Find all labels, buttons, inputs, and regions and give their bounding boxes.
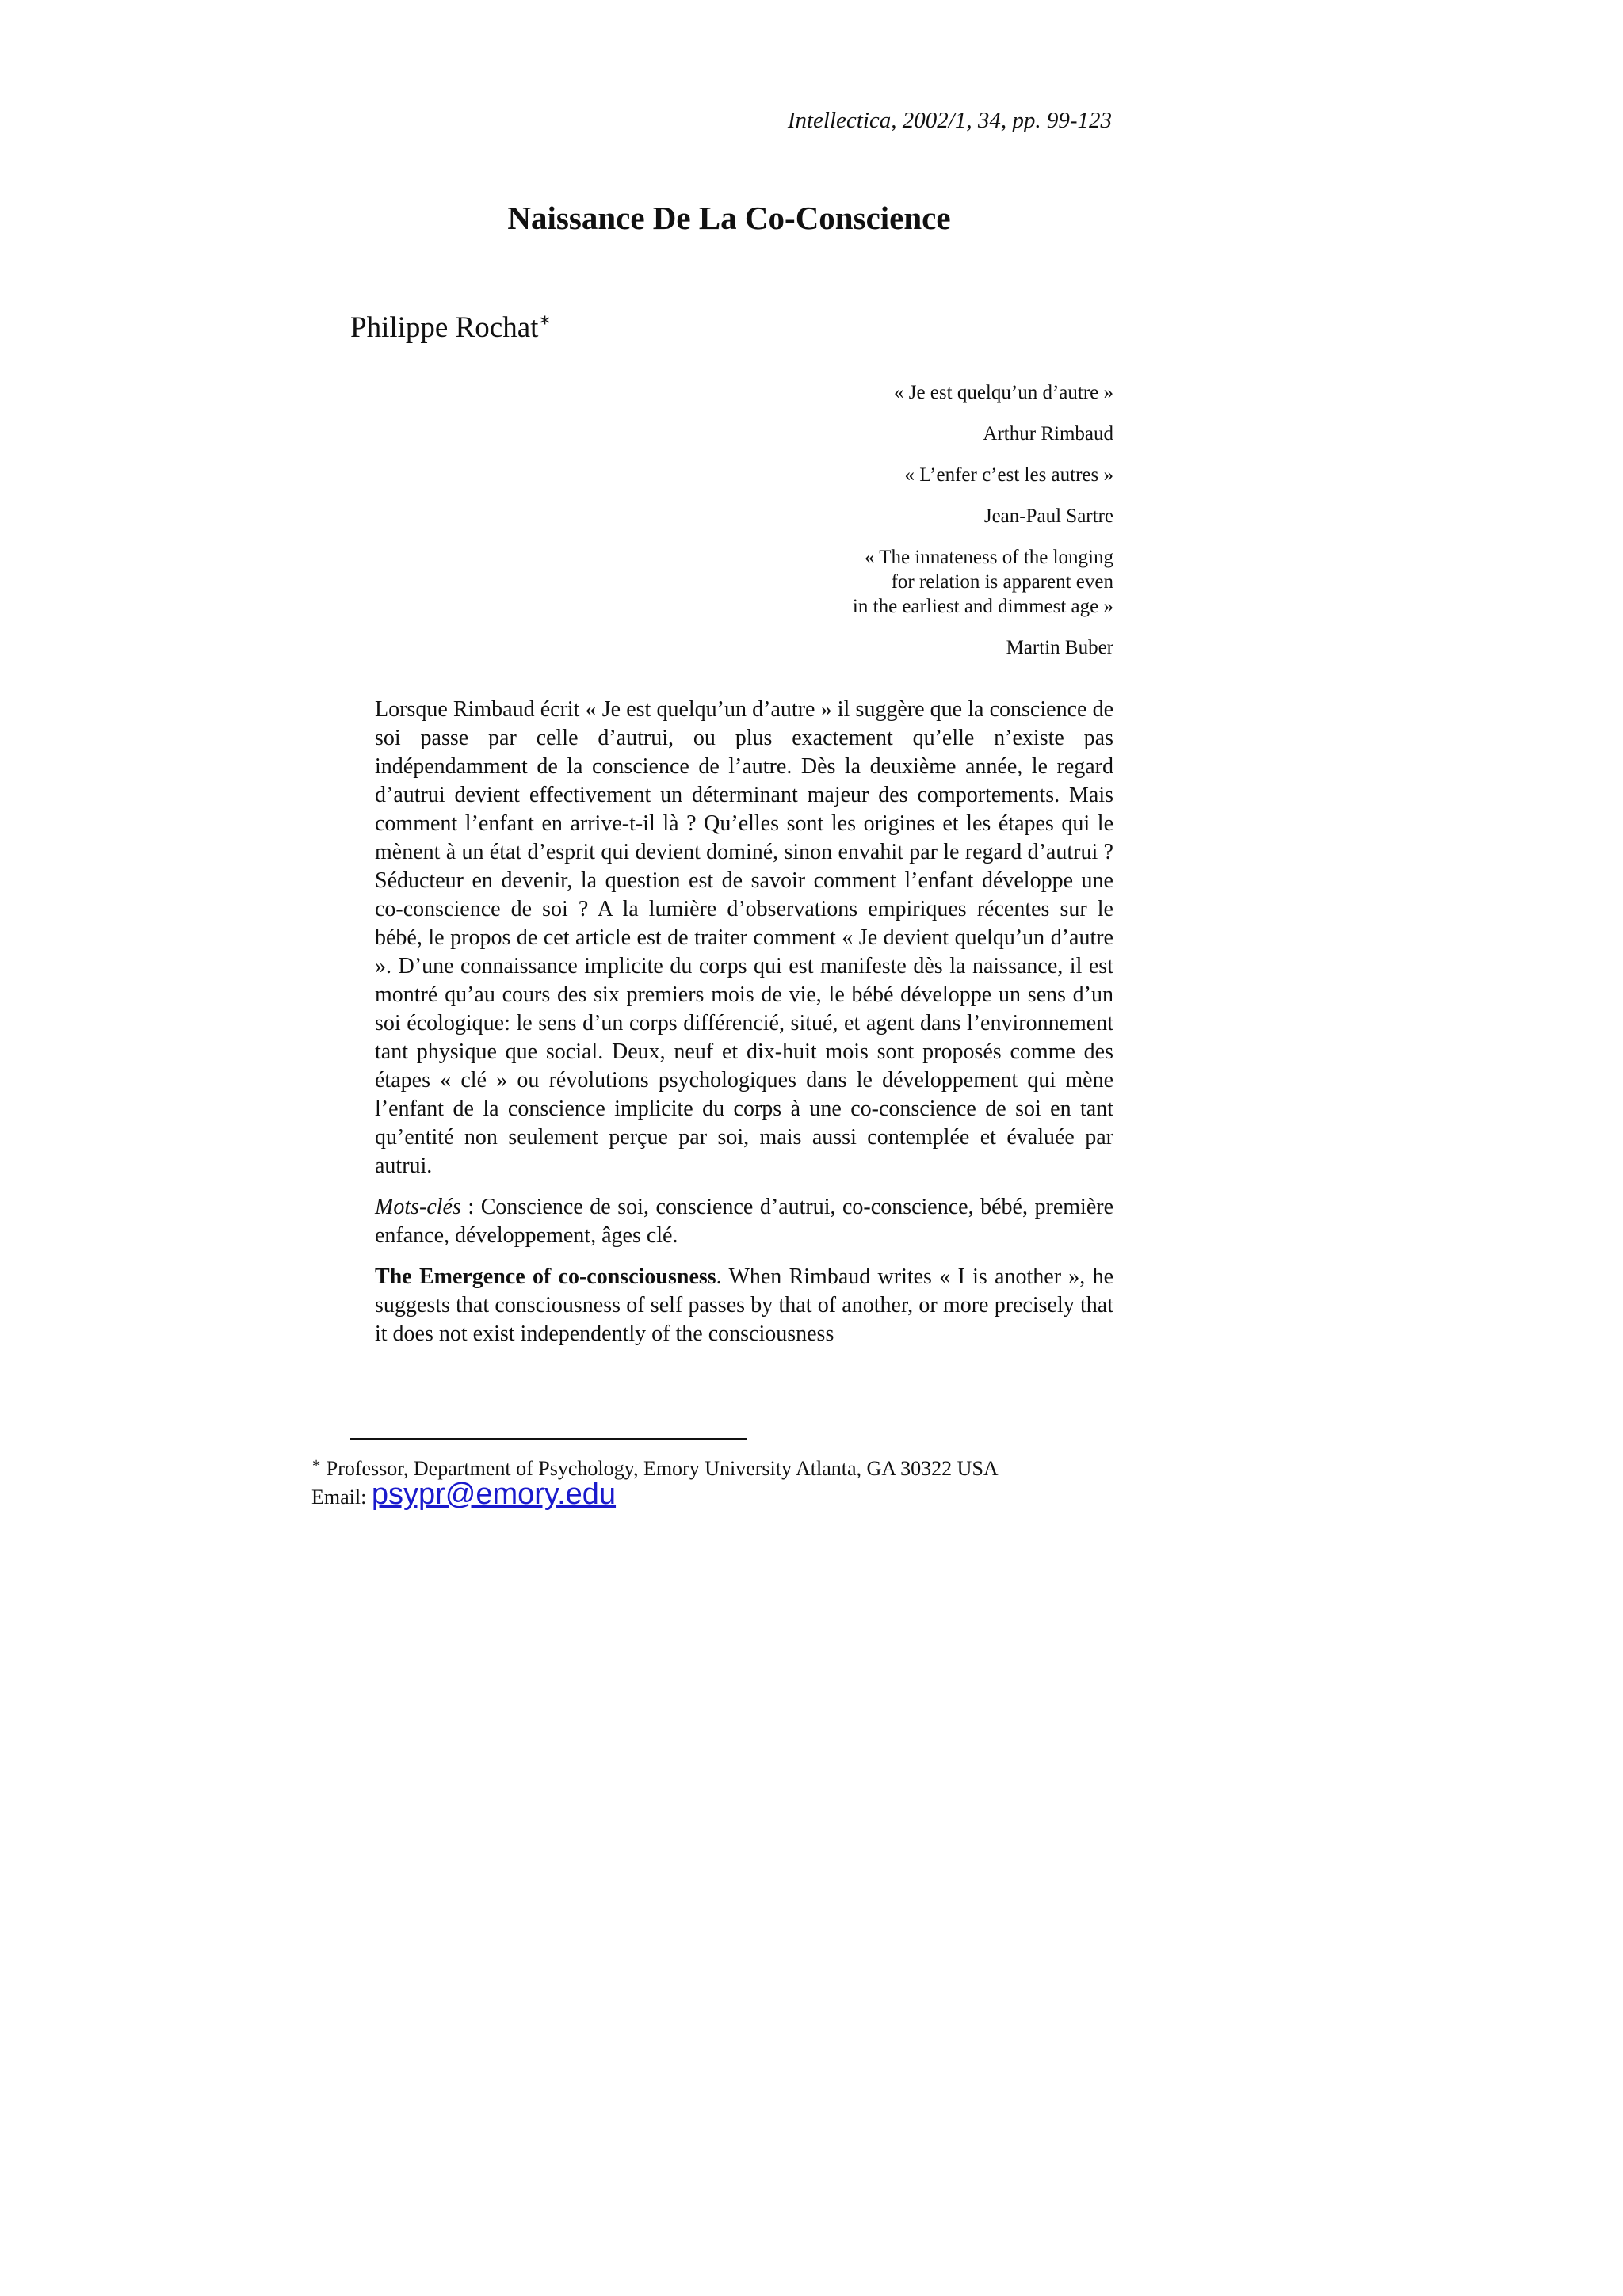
epigraph: [559, 380, 1113, 446]
footnote-email: [311, 1478, 999, 1511]
epigraph: [559, 545, 1113, 660]
email-link[interactable]: psypr@emory.edu: [371, 1478, 617, 1511]
affiliation-text: Professor, Department of Psychology, Emory University Atlanta, GA 30322 USA: [321, 1457, 999, 1480]
keywords-label: Mots-clés: [375, 1195, 461, 1219]
epigraph-author: Arthur Rimbaud: [983, 423, 1113, 444]
epigraph-quote-line: « The innateness of the longing: [864, 547, 1113, 568]
author-footnote-mark: ∗: [538, 310, 552, 331]
abstract-french: Lorsque Rimbaud écrit « Je est quelqu’un d’autre » il suggère que la conscience de soi passe par celle d’autrui, ou plus exactement qu’elle n’existe pas indépendamment de la conscience de l’autre. Dès la deuxième année, le regard d’autrui devient effectivement un déterminant majeur des comportements. Mais comment l’enfant en arrive-t-il là ? Qu’elles sont les origines et les étapes qui le mènent à un état d’esprit qui devient dominé, sinon envahit par le regard d’autrui ? Séducteur en devenir, la question est de savoir comment l’enfant développe une co-conscience de soi ? A la lumière d’observations empiriques récentes sur le bébé, le propos de cet article est de traiter comment « Je devient quelqu’un d’autre ». D’une connaissance implicite du corps qui est manifeste dès la naissance, il est montré qu’au cours des six premiers mois de vie, le bébé développe un sens d’un soi écologique: le sens d’un corps différencié, situé, et agent dans l’environnement tant physique que social. Deux, neuf et dix-huit mois sont proposés comme des étapes « clé » ou révolutions psychologiques dans le développement qui mène l’enfant de la conscience implicite du corps à une co-conscience de soi en tant qu’entité non seulement perçue par soi, mais aussi contemplée et évaluée par autrui.: [375, 697, 1113, 1178]
footnote-divider: [350, 1438, 747, 1440]
keywords: [375, 1193, 1113, 1250]
footnote-mark: ∗: [311, 1455, 322, 1471]
epigraph-quote-line: for relation is apparent even: [891, 571, 1113, 593]
epigraph-author: Martin Buber: [1006, 637, 1113, 658]
epigraph-quote: « L’enfer c’est les autres »: [904, 464, 1113, 486]
footnote: [311, 1456, 999, 1510]
epigraphs: [559, 380, 1113, 677]
abstract-english: [375, 1263, 1113, 1348]
epigraph-quote: « Je est quelqu’un d’autre »: [893, 382, 1113, 403]
email-label: Email:: [311, 1486, 372, 1508]
paper-title: Naissance De La Co-Conscience: [507, 200, 951, 236]
author: [350, 311, 552, 345]
author-name: Philippe Rochat: [350, 311, 539, 344]
epigraph-quote-line: in the earliest and dimmest age »: [852, 596, 1113, 617]
abstract-english-title: The Emergence of co-consciousness: [375, 1264, 716, 1289]
epigraph: [559, 463, 1113, 528]
abstract-section: [375, 696, 1113, 1361]
journal-reference: Intellectica, 2002/1, 34, pp. 99-123: [787, 108, 1112, 133]
epigraph-author: Jean-Paul Sartre: [983, 505, 1113, 527]
abstract-english-text: . When Rimbaud writes « I is another », he suggests that consciousness of self passes by that of another, or more precisely that it does not exist independently of the consciousness: [375, 1264, 1114, 1346]
keywords-text: : Conscience de soi, conscience d’autrui, co-conscience, bébé, première enfance, développement, âges clé.: [375, 1195, 1113, 1248]
